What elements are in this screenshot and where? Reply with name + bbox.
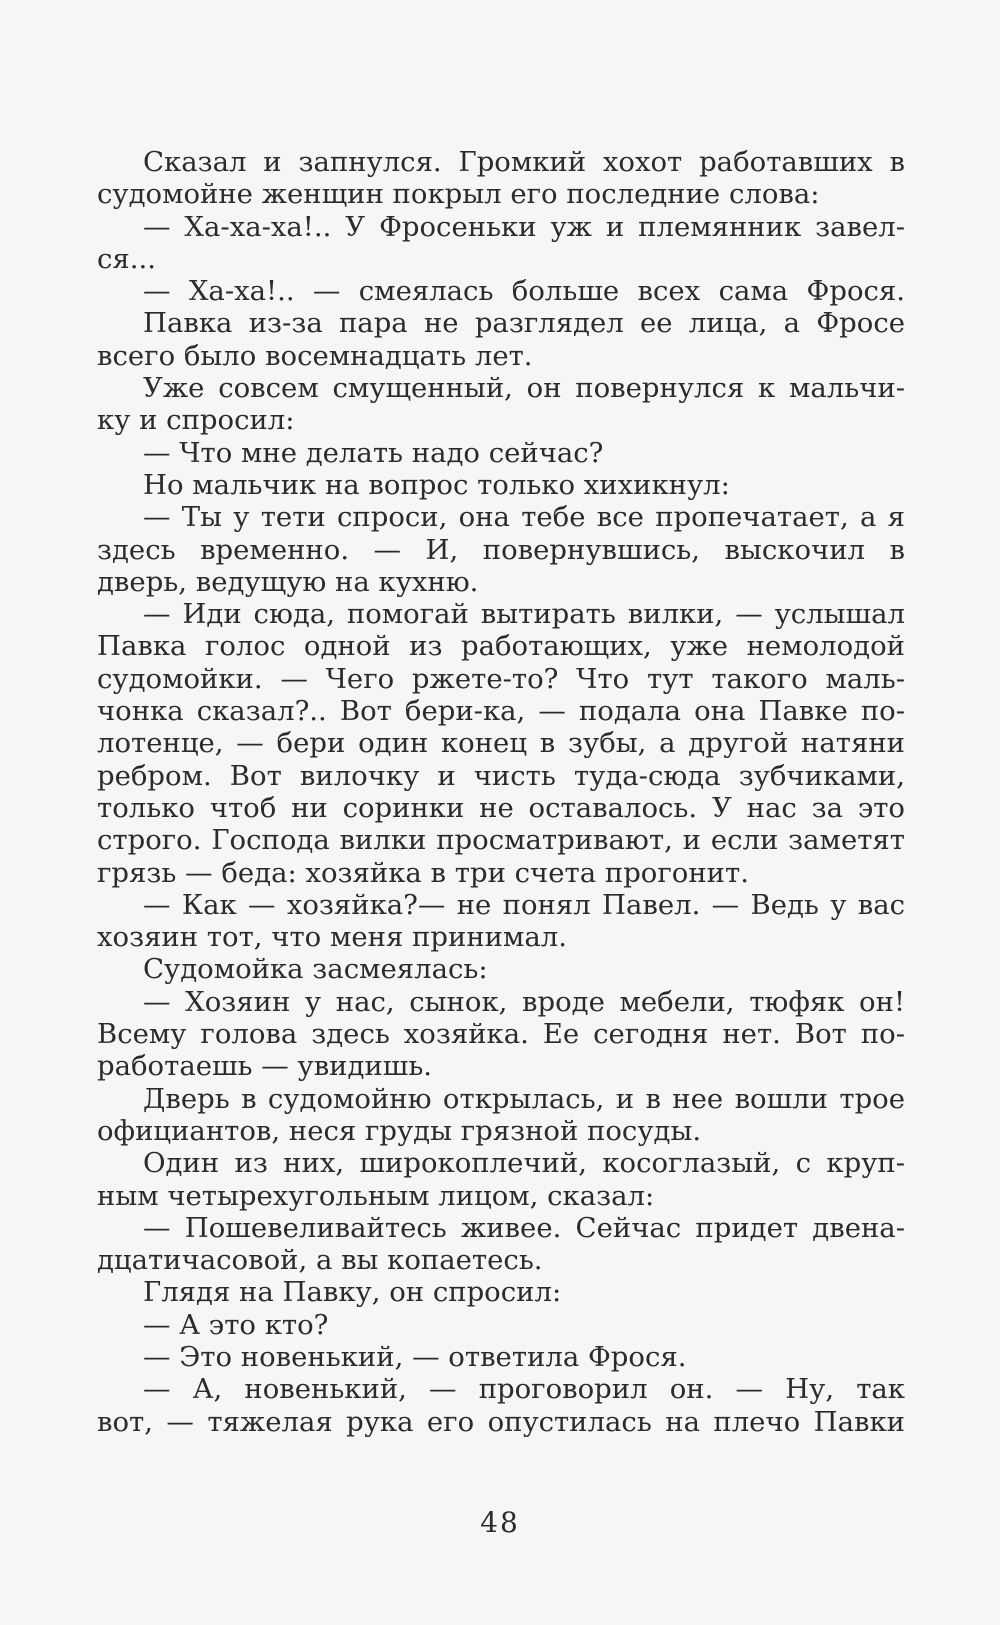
text-line: ным четырехугольным лицом, сказал: (97, 1179, 655, 1212)
text-line: — Хозяин у нас, сынок, вроде мебели, тюфяк он! (143, 985, 905, 1018)
text-line: Уже совсем смущенный, он повернулся к мальчи- (143, 372, 905, 405)
text-line: лотенце, — бери один конец в зубы, а другой натяни (97, 727, 905, 760)
text-line: хозяин тот, что меня принимал. (97, 921, 567, 954)
text-line: строго. Господа вилки просматривают, и если заметят (97, 824, 905, 857)
text-line: дверь, ведущую на кухню. (97, 565, 479, 598)
text-line: — Как — хозяйка?— не понял Павел. — Ведь у вас (143, 888, 905, 921)
text-line: — Что мне делать надо сейчас? (143, 436, 604, 469)
text-line: — А, новенький, — проговорил он. — Ну, так (143, 1373, 905, 1406)
page-number: 48 (480, 1506, 520, 1539)
text-line: — Ты у тети спроси, она тебе все пропечатает, а я (143, 501, 905, 534)
text-line: вот, — тяжелая рука его опустилась на плечо Павки (97, 1405, 905, 1438)
text-line: работаешь — увидишь. (97, 1050, 433, 1083)
text-line: судомойки. — Чего ржете-то? Что тут такого маль- (97, 662, 905, 695)
text-line: Павка голос одной из работающих, уже немолодой (97, 630, 905, 663)
text-line: — Ха-ха-ха!.. У Фросеньки уж и племянник завел- (143, 210, 905, 243)
text-line: — Ха-ха!.. — смеялась больше всех сама Фрося. (143, 275, 905, 308)
text-line: Дверь в судомойню открылась, и в нее вошли трое (143, 1082, 905, 1115)
text-line: Но мальчик на вопрос только хихикнул: (143, 468, 730, 501)
text-line: ку и спросил: (97, 404, 295, 437)
text-line: судомойне женщин покрыл его последние слова: (97, 178, 820, 211)
text-line: дцатичасовой, а вы копаетесь. (97, 1244, 543, 1277)
text-line: Всему голова здесь хозяйка. Ее сегодня нет. Вот по- (97, 1018, 905, 1051)
text-line: Павка из-за пара не разглядел ее лица, а Фросе (143, 307, 905, 340)
text-line: — А это кто? (143, 1308, 329, 1341)
text-line: Один из них, широкоплечий, косоглазый, с круп- (143, 1147, 905, 1180)
text-line: грязь — беда: хозяйка в три счета прогонит. (97, 856, 749, 889)
text-line: — Пошевеливайтесь живее. Сейчас придет двена- (143, 1211, 905, 1244)
text-line: всего было восемнадцать лет. (97, 339, 533, 372)
text-line: ся... (97, 242, 156, 275)
text-line: официантов, неся груды грязной посуды. (97, 1114, 702, 1147)
text-line: — Это новенький, — ответила Фрося. (143, 1340, 687, 1373)
text-line: — Иди сюда, помогай вытирать вилки, — услышал (143, 598, 905, 631)
text-line: Сказал и запнулся. Громкий хохот работавших в (143, 146, 905, 178)
text-line: чонка сказал?.. Вот бери-ка, — подала она Павке по- (97, 695, 905, 728)
text-line: Глядя на Павку, он спросил: (143, 1276, 562, 1309)
text-line: ребром. Вот вилочку и чисть туда-сюда зубчиками, (97, 759, 905, 792)
text-line: здесь временно. — И, повернувшись, выскочил в (97, 533, 905, 566)
text-line: Судомойка засмеялась: (143, 953, 488, 986)
body-text (97, 146, 905, 1438)
text-line: только чтоб ни соринки не оставалось. У нас за это (97, 791, 905, 824)
